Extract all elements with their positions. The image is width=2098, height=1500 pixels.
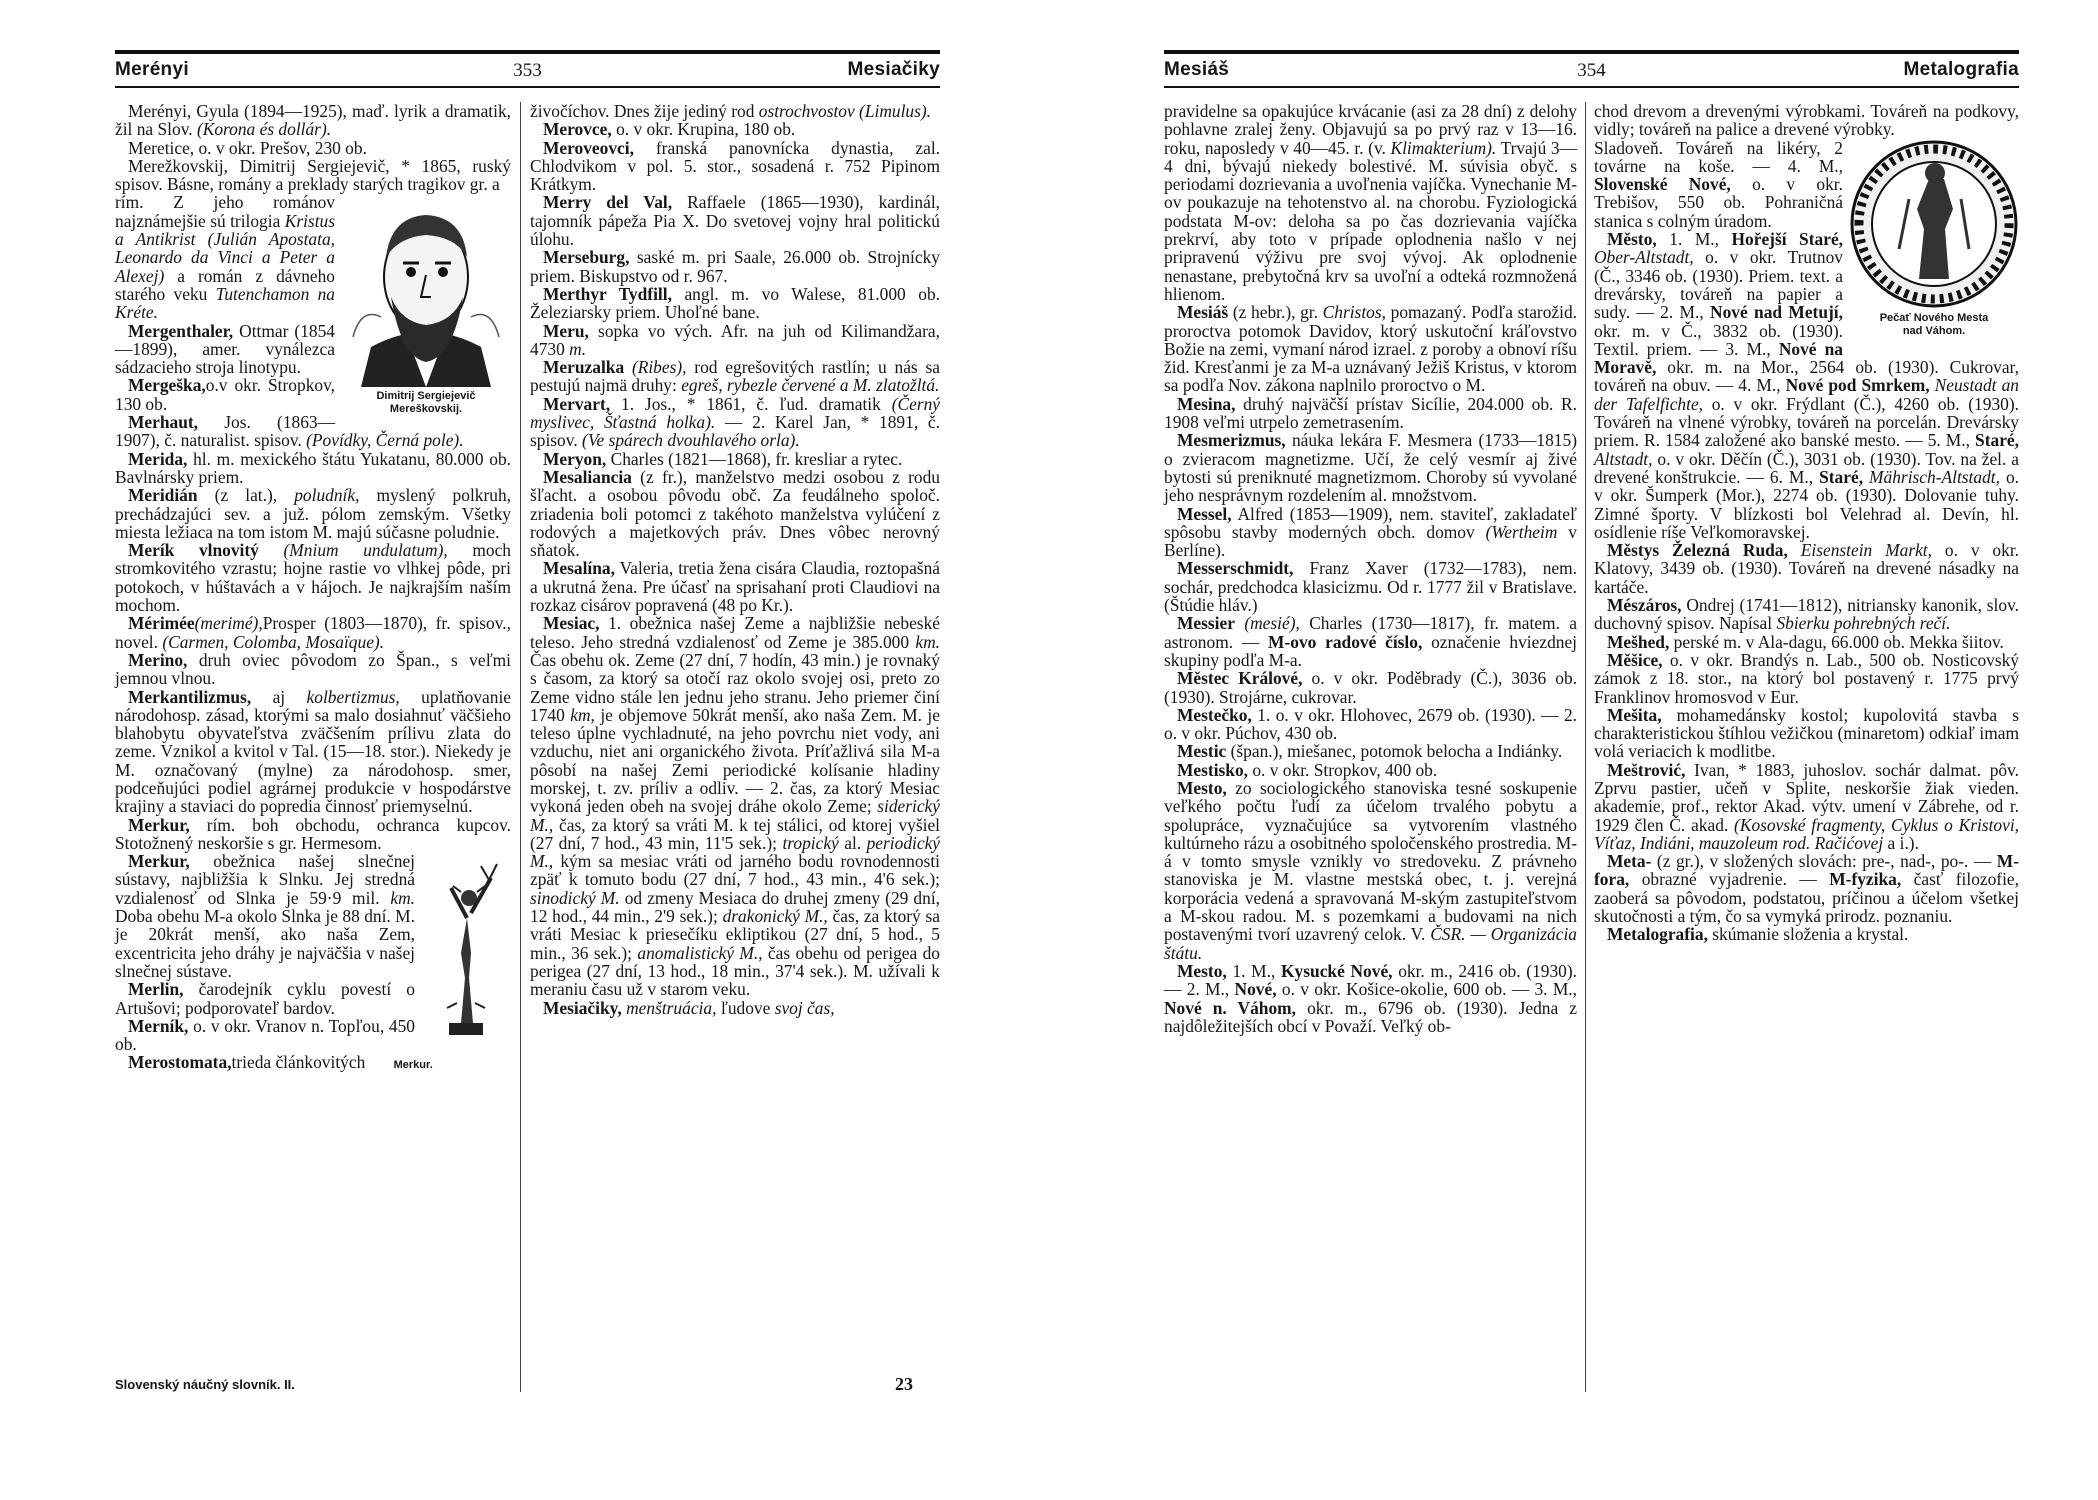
entry: Merry del Val, Raffaele (1865—1930), kardinál, tajomník pápeža Pia X. Do svetovej vojny hral politickú úlohu. (530, 192, 940, 250)
entry: Merostomata,trieda článkovitých Merkur. (128, 1052, 433, 1073)
entry: Mešita, mohamedánsky kostol; kupolovitá stavba s charakteristickou štíhlou vežičkou (minaretom) odkiaľ imam volá veriacich k modlitbe. (1594, 704, 2019, 762)
entry-continuation: Sladoveň. Továreň na likéry, 2 továrne na koše. — 4. M., Slovenské Nové, o. v okr. Trebišov, 550 ob. Pohraničná stanica s colným úradom. (1594, 137, 1843, 231)
entry: Merkur, obežnica našej slnečnej sústavy, najbližšia k Slnku. Jej stredná vzdialenosť od Slnka je 59·9 mil. km. Doba obehu M-a okolo Slnka je 88 dní. M. je 20krát menší, ako naša Zem, excentricita jeho dráhy je najväčšia v našej slnečnej sústave. (115, 851, 415, 981)
entry: Mesina, druhý najväčší prístav Sicílie, 204.000 ob. R. 1908 veľmi utrpelo zemetrasením. (1164, 393, 1577, 433)
entry: Meridián (z lat.), poludník, myslený polkruh, prechádzajúci sev. a juž. pólom zemským. Všetky miesta ležiaca na tom istom M. majú súčasne poludnie. (115, 485, 511, 542)
right-header-word: Metalografia (1903, 59, 2019, 80)
entry: Meryon, Charles (1821—1868), fr. kresliar a rytec. (543, 448, 903, 469)
portrait-figure (341, 197, 511, 416)
entry: Merthyr Tydfill, angl. m. vo Walese, 81.000 ob. Železiarsky priem. Uhoľné bane. (530, 283, 940, 323)
entry: Messier (mesié), Charles (1730—1817), fr. matem. a astronom. — M-ovo radové číslo, označenie hviezdnej skupiny podľa M-a. (1164, 613, 1578, 670)
entry: Merík vlnovitý (Mnium undulatum), moch stromkovitého vzrastu; hojne rastie vo vlhkej pôde, pri potokoch, v húštavách a v hájoch. Je najkrajším naším mochom. (115, 540, 511, 616)
entry: Messerschmidt, Franz Xaver (1732—1783), nem. sochár, predchodca klasicizmu. Od r. 1777 žil v Bratislave. (Štúdie hláv.) (1164, 558, 1577, 616)
entry: Mesalína, Valeria, tretia žena cisára Claudia, roztopašná a ukrutná žena. Pre účasť na sprisahaní proti Claudiovi na rozkaz cisárov popravená (48 po Kr.). (530, 558, 940, 616)
entry: Meruzalka (Ribes), rod egrešovitých rastlín; u nás sa pestujú najmä druhy: egreš, rybezle červené a M. zlatožltá. (530, 357, 940, 396)
seal-caption-line-1: Pečať Nového Mesta (1879, 311, 1989, 324)
entry: Mesiac, 1. obežnica našej Zeme a najbližšie nebeské teleso. Jeho stredná vzdialenosť od Zeme je 385.000 km. Čas obehu ok. Zeme (27 dní, 7 hodín, 43 min.) je rovnaký s časom, za ktorý sa otočí raz okolo svojej osi, preto zo Zeme vidno stále len jednu jeho stranu. Jeho priemer činí 1740 km, je objemove 50krát menší, ako naša Zem. M. je teleso úplne vychladnuté, na jeho povrchu niet vody, ani vzduchu, niet ani organického života. Príťažlivá sila M-a pôsobí na našej Zemi periodické kolísanie hladiny morskej, t. zv. príliv a odliv. — 2. čas, za ktorý Mesiac vykoná jeden obeh na svojej dráhe okolo Zeme; siderický M., čas, za ktorý sa vráti M. k tej stálici, od ktorej vyšiel (27 dní, 7 hod., 43 min, 11'5 sek.); tropický al. periodický M., kým sa mesiac vráti od jarného bodu rovnodennosti zpäť k tomuto bodu (27 dní, 7 hod., 43 min., 4'6 sek.); sinodický M. od zmeny Mesiaca do druhej zmeny (29 dní, 12 hod., 44 min., 2'9 sek.); drakonický M., čas, za ktorý sa vráti Mesiac k priesečíku ekliptikou (27 dní, 5 hod., 5 min., 36 sek.); anomalistický M., čas obehu od perigea do perigea (27 dní, 13 hod., 18 min., 37'4 sek.). M. užívali k meraniu času už v starom veku. (530, 613, 941, 1000)
entry: Merino, druh oviec pôvodom zo Špan., s veľmi jemnou vlnou. (115, 649, 511, 689)
entry: Mesto, 1. M., Kysucké Nové, okr. m., 2416 ob. (1930). — 2. M., Nové, o. v okr. Košice-okolie, 600 ob. — 3. M., Nové n. Váhom, okr. m., 6796 ob. (1930). Jedna z najdôležitejších obcí v Považí. Veľký ob- (1164, 960, 1577, 1036)
entry: Mészáros, Ondrej (1741—1812), nitriansky kanonik, slov. duchovný spisov. Napísal Sbierku pohrebných rečí. (1594, 595, 2019, 634)
entry: Merhaut, Jos. (1863—1907), č. naturalist. spisov. (Povídky, Černá pole). (115, 412, 464, 451)
entry: Merseburg, saské m. pri Saale, 26.000 ob. Strojnícky priem. Biskupstvo od r. 967. (530, 247, 940, 286)
right-header-word: Mesiačiky (847, 59, 940, 80)
entry: Mesiáš (z hebr.), gr. Christos, pomazaný. Podľa starožid. proroctva potomok Davidov, ktorý uskutoční kráľovstvo Božie na zemi, vymaní národ izrael. z poroby a obnoví ríšu žid. Kresťanmi je za M-a uznávaný Ježiš Kristus, v ktorom sa podľa Nov. zákona naplnilo proroctvo o M. (1164, 302, 1577, 396)
entry: Merkantilizmus, aj kolbertizmus, uplatňovanie národohosp. zásad, ktorými sa malo dosiahnuť väčšieho blahobytu obyvateľstva zväčšením prílivu zlata do zeme. Vznikol a kvitol v Tal. (15—18. stor.). Niekedy je M. označovaný (mylne) za národohosp. smer, podceňujúci podiel agrárnej produkcie v hospodárstve krajiny a staviaci do popredia činnosť priemyselnú. (115, 686, 512, 817)
portrait-illustration (341, 197, 511, 387)
entry: Městec Králové, o. v okr. Poděbrady (Č.), 3036 ob. (1930). Strojárne, cukrovar. (1164, 668, 1577, 707)
entry: Meta- (z gr.), v složených slovách: pre-, nad-, po-. — M-fora, obrazné vyjadrenie. — M-fyzika, časť filozofie, zaoberá sa pôvodom, podstatou, príčinou a účelom všetkej skutočnosti a tým, čo sa vymyká prirodz. poznaniu. (1594, 851, 2019, 927)
entry: Město, 1. M., Hořejší Staré, Ober-Altstadt, o. v okr. Trutnov (Č., 3346 ob. (1930). Priem. text. a drevársky, továreň na papier a sudy. — 2. M., Nové nad Metují, okr. m. v Č., 3832 ob. (1930). Textil. priem. — 3. M., Nové na Moravě, okr. m. na Mor., 2564 ob. (1930). Cukrovar, továreň na obuv. — 4. M., Nové pod Smrkem, Neustadt an der Tafelfichte, o. v okr. Frýdlant (Č.), 4260 ob. (1930). Továreň na vlnené výrobky, továreň na porcelán. Drevársky priem. R. 1584 založené ako banské mesto. — 5. M., Staré, Altstadt, o. v okr. Děčín (Č.), 3031 ob. (1930). Tov. na žel. a drevené konštrukcie. — 6. M., Staré, Mährisch-Altstadt, o. v okr. Šumperk (Mor.), 2274 ob. (1930). Dolovanie tuhy. Zimné športy. V blízkosti bol Velehrad al. Devín, hl. osídlenie ríše Veľkomoravskej. (1594, 229, 2019, 542)
entry: Mestic (špan.), miešanec, potomok belocha a Indiánky. (1177, 741, 1563, 762)
seal-caption-line-2: nad Váhom. (1902, 324, 1966, 337)
left-header-word: Mesiáš (1164, 59, 1230, 80)
right-page-column-2 (1594, 102, 2019, 944)
entry: Mérimée(merimé),Prosper (1803—1870), fr. spisov., novel. (Carmen, Colomba, Mosaïque). (115, 613, 511, 652)
right-page-column-1 (1164, 102, 1577, 1035)
entry: Mestečko, 1. o. v okr. Hlohovec, 2679 ob. (1930). — 2. o. v okr. Púchov, 430 ob. (1164, 704, 1577, 744)
entry: Mergeška,o.v okr. Stropkov, 130 ob. (115, 375, 335, 414)
left-page-column-2 (530, 102, 940, 1017)
right-page-number: 354 (1577, 60, 1606, 81)
entry: Merovce, o. v okr. Krupina, 180 ob. (543, 119, 796, 140)
city-seal-illustration (1849, 139, 2019, 309)
left-page-number: 353 (513, 60, 542, 81)
entry: Mestisko, o. v okr. Stropkov, 400 ob. (1177, 759, 1438, 780)
entry: Meretice, o. v okr. Prešov, 230 ob. (128, 137, 367, 158)
footer-book-title: Slovenský náučný slovník. II. (115, 1377, 295, 1392)
entry-continuation: chod drevom a drevenými výrobkami. Továreň na podkovy, vidly; továreň na palice a drevené výrobky. (1594, 101, 2019, 140)
entry: Merník, o. v okr. Vranov n. Topľou, 450 ob. (115, 1015, 415, 1055)
entry: Mergenthaler, Ottmar (1854—1899), amer. vynálezca sádzacieho stroja linotypu. (115, 320, 335, 378)
entry: Merkur, rím. boh obchodu, ochranca kupcov. Stotožnený neskoršie s gr. Hermesom. (115, 814, 511, 853)
entry: Měšice, o. v okr. Brandýs n. Lab., 500 ob. Nosticovský zámok z 18. stor., na ktorý bol postavený r. 1775 prvý Franklinov hromosvod v Eur. (1594, 649, 2019, 707)
entry: Meru, sopka vo vých. Afr. na juh od Kilimandžara, 4730 m. (530, 320, 940, 359)
entry-continuation: živočíchov. Dnes žije jediný rod ostrochvostov (Limulus). (530, 101, 932, 121)
mercury-statue-illustration (431, 858, 501, 1038)
portrait-caption-line-2: Mereškovskij. (389, 403, 463, 416)
entry: Messel, Alfred (1853—1909), nem. staviteľ, zakladateľ spôsobu stavby moderných obch. domov (Wertheim v Berlíne). (1164, 503, 1577, 561)
entry: Merlin, čarodejník cyklu povestí o Artušovi; podporovateľ bardov. (115, 979, 415, 1018)
signature-mark: 23 (895, 1374, 913, 1394)
entry: Mešhed, perské m. v Ala-dagu, 66.000 ob. Mekka šiitov. (1607, 631, 2004, 652)
entry: Mesaliancia (z fr.), manželstvo medzi osobou z rodu šľacht. a osobou pôvodu obč. Za feudálneho spoloč. zriadenia boli potomci z takéhoto manželstva vylúčení z rodových a majetkových práv. Dnes vôbec nerovný sňatok. (530, 466, 940, 561)
column-divider (1585, 102, 1586, 1392)
right-page-header (1164, 50, 2019, 88)
entry: Merida, hl. m. mexického štátu Yukatanu, 80.000 ob. Bavlnársky priem. (115, 448, 511, 487)
portrait-caption-line-1: Dimitrij Sergiejevič (376, 390, 476, 403)
entry: Metalografia, skúmanie složenia a krystal. (1607, 924, 1909, 945)
entry: Mesmerizmus, náuka lekára F. Mesmera (1733—1815) o zvieracom magnetizme. Učí, že celý vesmír aj živé bytosti sú preniknuté magnetizmom. Choroby sú vyvolané jeho nesprávnym rozdelením al. množstvom. (1164, 430, 1577, 506)
left-header-word: Merényi (115, 59, 189, 80)
left-page-header (115, 50, 940, 88)
entry: Mesto, zo sociologického stanoviska tesné soskupenie veľkého počtu ľudí za účelom trvalého pobytu a spolupráce, vyznačujúce sa vytvorením vlastného kultúrneho rázu a osobitného spoločenského prostredia. M-á v tomto smysle vznikly vo stredoveku. Z právneho stanoviska je M. vlastne mestská obec, t. j. verejná korporácia vedená a spravovaná M-ským zastupiteľstvom a M-skou radou. M. s pozemkami a budovami na nich postavenými tvorí uzavrený celok. V. ČSR. — Organizácia štátu. (1164, 777, 1577, 963)
entry-continuation: pravidelne sa opakujúce krvácanie (asi za 28 dní) z delohy pohlavne zralej ženy. Objavujú sa po prvý raz v 13—16. roku, naposledy v 40—45. r. (v. Klimakterium). Trvajú 3—4 dni, bývajú niekedy bolestivé. M. súvisia obyč. s periodami dozrievania a uvoľnenia vajíčka. Vynechanie M-ov poukazuje na tehotenstvo al. na chorobu. Fyziologická podstata M-ov: deloha sa po čas dozrievania vajíčka prekrví, aby toto v prípade oplodnenia našlo v nej pripravenú výživu pre svoj vývoj. Ak oplodnenie nenastane, prebytočná krv sa uvoľní a odteká rozmnožená hlienom. (1164, 101, 1577, 304)
column-divider (520, 102, 521, 1392)
entry: Mervart, 1. Jos., * 1861, č. ľud. dramatik (Černý myslivec, Šťastná holka). — 2. Karel Jan, * 1891, č. spisov. (Ve spárech dvouhlavého orla). (530, 393, 940, 451)
entry: Meroveovci, franská panovnícka dynastia, zal. Chlodvikom v pol. 5. stor., sosadená r. 752 Pipinom Krátkym. (530, 137, 940, 195)
seal-figure (1849, 139, 2019, 338)
entry-continuation: rím. Z jeho románov najznámejšie sú trilogia Kristus a Antikrist (Julián Apostata, Leonardo da Vinci a Peter a Alexej) a román z dávneho starého veku Tutenchamon na Kréte. (115, 192, 335, 323)
right-page (1049, 0, 2098, 1500)
statue-figure (421, 858, 511, 1041)
left-page-column-1 (115, 102, 511, 1075)
statue-caption: Merkur. (393, 1059, 433, 1072)
entry: Merényi, Gyula (1894—1925), maď. lyrik a dramatik, žil na Slov. (Korona és dollár). (115, 101, 511, 140)
entry: Merežkovskij, Dimitrij Sergiejevič, * 1865, ruský spisov. Básne, romány a preklady starých tragikov gr. a (115, 155, 511, 195)
entry: Mesiačiky, menštruácia, ľudove svoj čas, (543, 997, 835, 1018)
entry: Městys Železná Ruda, Eisenstein Markt, o. v okr. Klatovy, 3439 ob. (1930). Továreň na drevené násadky na kartáče. (1594, 540, 2019, 597)
entry: Meštrović, Ivan, * 1883, juhoslov. sochár dalmat. pôv. Zprvu pastier, učeň v Splite, neskoršie žiak vieden. akademie, prof., rektor Akad. výtv. umení v Zábrehe, od r. 1929 člen Č. akad. (Kosovské fragmenty, Cyklus o Kristovi, Víťaz, Indiáni, mauzoleum rod. Račićovej a i.). (1594, 759, 2020, 853)
